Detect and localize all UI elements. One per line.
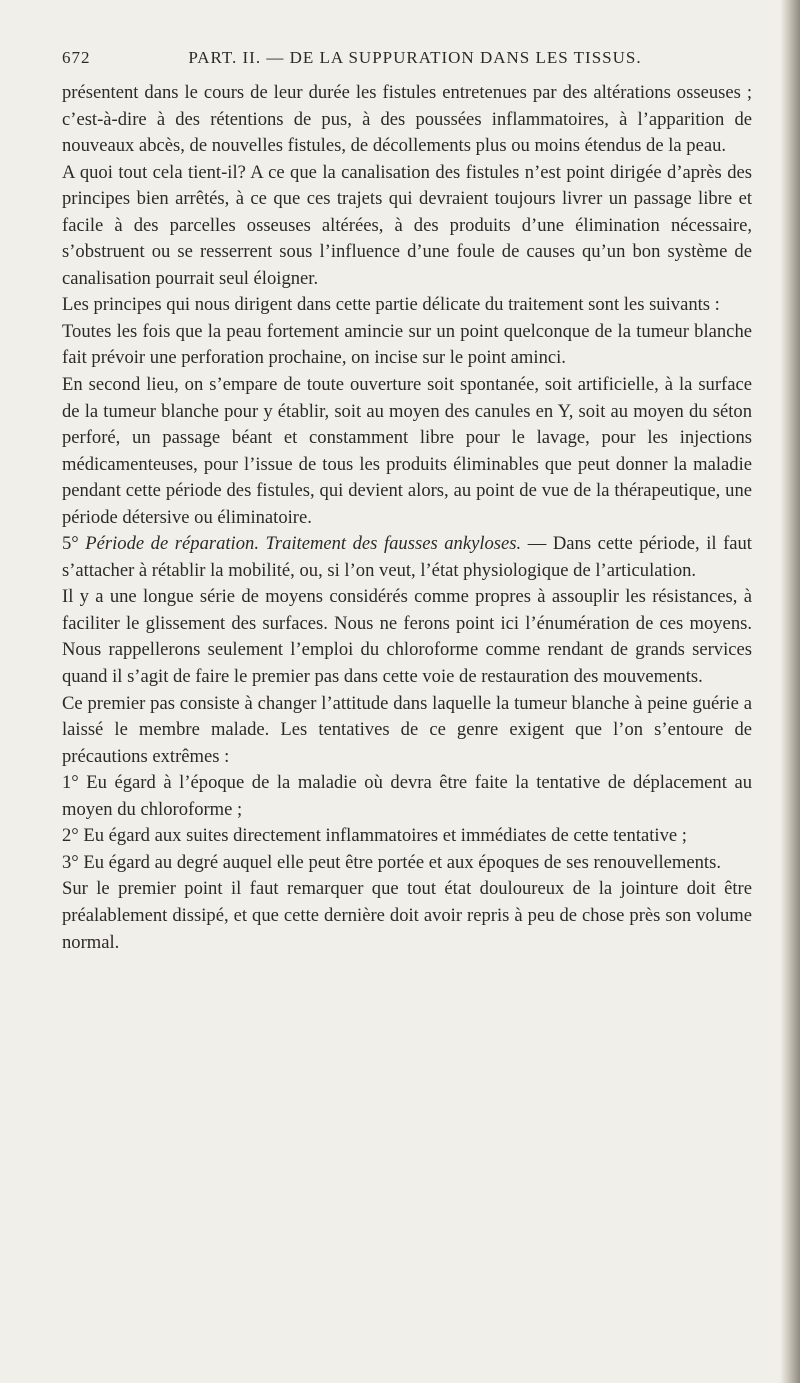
list-item: 3° Eu égard au degré auquel elle peut être portée et aux époques de ses renouvellements. <box>62 851 721 873</box>
section-subtitle: Traitement des fausses ankyloses. <box>265 533 522 555</box>
paragraph: Toutes les fois que la peau fortement amincie sur un point quelconque de la tumeur blanche fait prévoir une perforation prochaine, on incise sur le point aminci. <box>62 320 752 369</box>
paragraph: En second lieu, on s’empare de toute ouverture soit spontanée, soit artificielle, à la surface de la tumeur blanche pour y établir, soit au moyen des canules en Y, soit au moyen du séton perforé, un passage béant et constamment libre pour le lavage, pour les injections médicamenteuses, pour l’issue de tous les produits éliminables que peut donner la maladie pendant cette période des fistules, qui devient alors, au point de vue de la thérapeutique, une période détersive ou éliminatoire. <box>62 374 752 528</box>
paragraph: Ce premier pas consiste à changer l’attitude dans laquelle la tumeur blanche à peine guérie a laissé le membre malade. Les tentatives de ce genre exigent que l’on s’entoure de précautions extrêmes : <box>62 692 752 767</box>
page-number: 672 <box>62 48 91 67</box>
list-item: 2° Eu égard aux suites directement inflammatoires et immédiates de cette tentative ; <box>62 825 687 847</box>
page-body <box>62 80 752 956</box>
section-text: — Dans cette période, il faut s’attacher à rétablir la mobilité, ou, si l’on veut, l’état physiologique de l’articulation. <box>62 533 752 581</box>
paragraph: présentent dans le cours de leur durée les fistules entretenues par des altérations osseuses ; c’est-à-dire à des rétentions de pus, à des poussées inflammatoires, à l’apparition de nouveaux abcès, de nouvelles fistules, de décollements plus ou moins étendus de la peau. <box>62 82 752 157</box>
book-page <box>62 48 752 956</box>
running-title: PART. II. — DE LA SUPPURATION DANS LES TISSUS. <box>188 48 642 67</box>
running-header <box>62 48 752 68</box>
book-binding-edge <box>780 0 800 1383</box>
section-heading-paragraph <box>62 531 752 584</box>
section-title: Période de réparation. <box>85 533 259 555</box>
paragraph: A quoi tout cela tient-il? A ce que la canalisation des fistules n’est point dirigée d’après des principes bien arrêtés, à ce que ces trajets qui devraient toujours livrer un passage libre et facile à des parcelles osseuses altérées, à des produits d’une élimination nécessaire, s’obstruent ou se resserrent sous l’influence d’une foule de causes qu’un bon système de canalisation pourrait seul éloigner. <box>62 161 752 289</box>
paragraph: Il y a une longue série de moyens considérés comme propres à assouplir les résistances, à faciliter le glissement des surfaces. Nous ne ferons point ici l’énumération de ces moyens. Nous rappellerons seulement l’emploi du chloroforme comme rendant de grands services quand il s’agit de faire le premier pas dans cette voie de restauration des mouvements. <box>62 586 752 688</box>
paragraph: Sur le premier point il faut remarquer que tout état douloureux de la jointure doit être préalablement dissipé, et que cette dernière doit avoir repris à peu de chose près son volume normal. <box>62 878 752 953</box>
list-item: 1° Eu égard à l’époque de la maladie où devra être faite la tentative de déplacement au moyen du chloroforme ; <box>62 772 752 820</box>
paragraph: Les principes qui nous dirigent dans cette partie délicate du traitement sont les suivants : <box>62 294 720 316</box>
section-number: 5° <box>62 533 79 555</box>
